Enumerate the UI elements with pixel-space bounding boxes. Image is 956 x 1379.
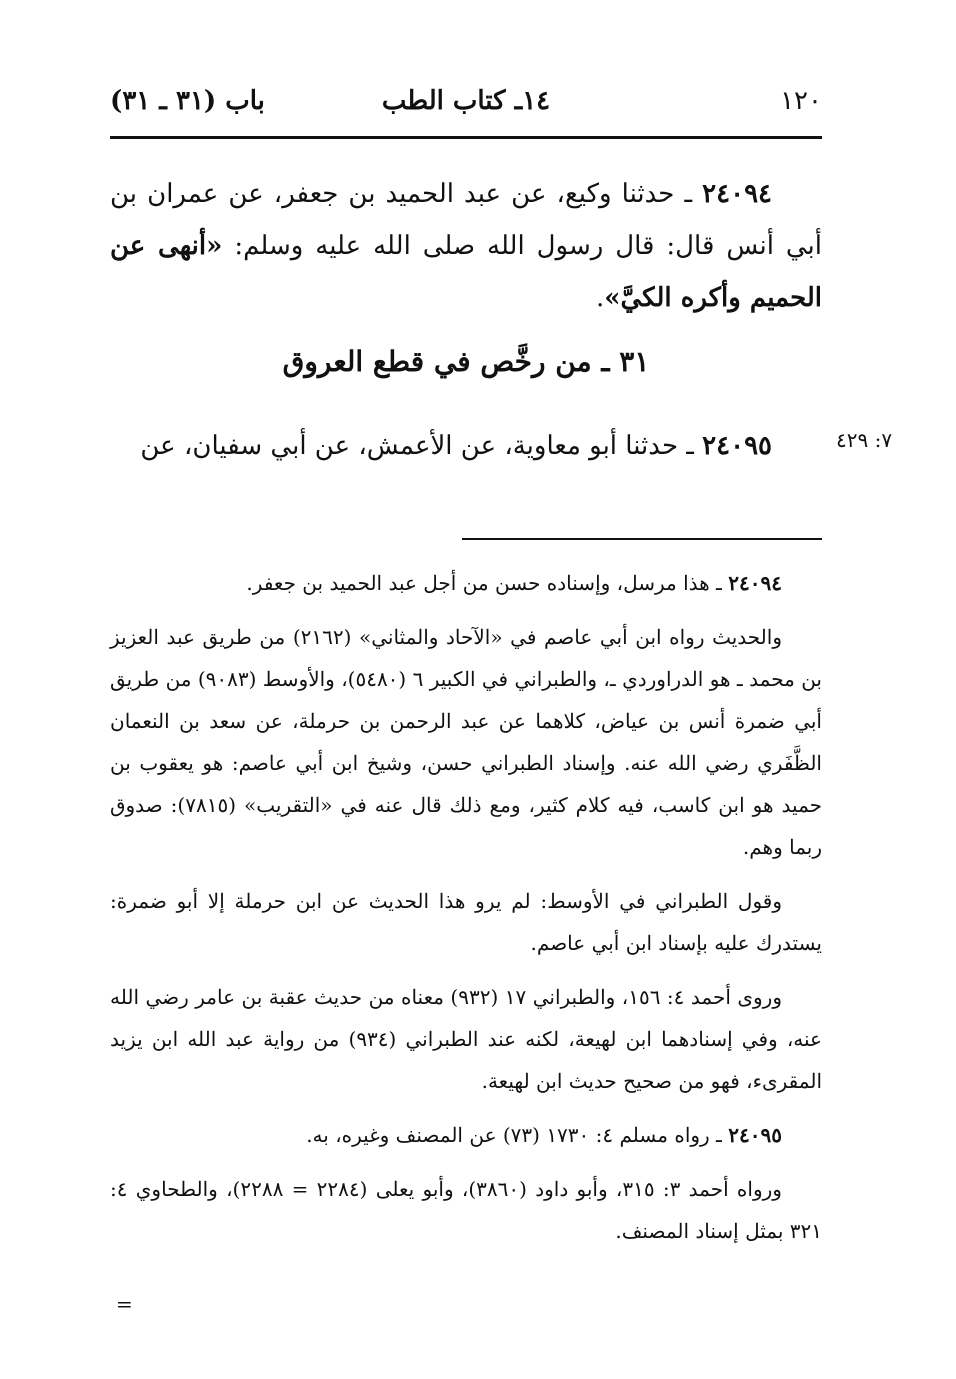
hadith-text: ـ حدثنا أبو معاوية، عن الأعمش، عن أبي سفيان، عن [140,431,703,461]
footnote-paragraph: ورواه أحمد ٣: ٣١٥، وأبو داود (٣٨٦٠)، وأبو يعلى (٢٢٨٤ = ٢٢٨٨)، والطحاوي ٤: ٣٢١ بمثل إسناد المصنف. [110,1177,822,1243]
footnote-text: ـ هذا مرسل، وإسناده حسن من أجل عبد الحميد بن جعفر. [246,571,729,595]
margin-reference-text: ٧: ٤٢٩ [836,428,893,452]
margin-reference [836,428,926,452]
hadith-number: ٢٤٠٩٤ [702,179,772,209]
footnotes [110,562,822,1264]
footnote-24094 [110,562,822,604]
page-number: ١٢٠ [780,86,822,116]
footnote-24095 [110,1114,822,1156]
footnote-text: ـ رواه مسلم ٤: ١٧٣٠ (٧٣) عن المصنف وغيره، به. [306,1123,729,1147]
footnote-paragraph: وقول الطبراني في الأوسط: لم يرو هذا الحديث عن ابن حرملة إلا أبو ضمرة: يستدرك عليه بإسناد ابن أبي عاصم. [110,889,822,955]
page-header [110,86,822,130]
hadith-quote: «أنهى عن الحميم وأكره الكيَّ» [110,231,822,313]
main-text [110,168,822,324]
footnote-separator [462,538,822,540]
hadith-text: ـ حدثنا وكيع، عن عبد الحميد بن جعفر، عن عمران بن أبي أنس قال: قال رسول الله صلى الله عليه وسلم: [110,179,822,261]
section-heading: ٣١ ـ من رخَّص في قطع العروق [282,345,650,378]
footnote-number: ٢٤٠٩٥ [728,1123,782,1147]
footnote-number: ٢٤٠٩٤ [728,571,782,595]
hadith-24094 [110,168,822,324]
header-rule [110,136,822,139]
hadith-24095 [110,420,822,472]
footnote-paragraph: والحديث رواه ابن أبي عاصم في «الآحاد والمثاني» (٢١٦٢) من طريق عبد العزيز بن محمد ـ هو الدراوردي ـ، والطبراني في الكبير ٦ (٥٤٨٠)، والأوسط (٩٠٨٣) من طريق أبي ضمرة أنس بن عياض، كلاهما عن عبد الرحمن بن حرملة، عن سعد بن النعمان الظَّفَري رضي الله عنه. وإسناد الطبراني حسن، وشيخ ابن أبي عاصم: هو يعقوب بن حميد هو ابن كاسب، فيه كلام كثير، ومع ذلك قال عنه في «التقريب» (٧٨١٥): صدوق ربما وهم. [110,625,822,859]
chapter-reference: باب (٣١ ـ ٣١) [110,86,265,116]
continuation-mark: = [116,1292,133,1316]
hadith-end: . [595,283,605,313]
footnote-paragraph: وروى أحمد ٤: ١٥٦، والطبراني ١٧ (٩٣٢) معناه من حديث عقبة بن عامر رضي الله عنه، وفي إسنادهما ابن لهيعة، لكنه عند الطبراني (٩٣٤) من رواية عبد الله ابن يزيد المقرىء، فهو من صحيح حديث ابن لهيعة. [110,985,822,1093]
hadith-number: ٢٤٠٩٥ [702,431,772,461]
book-title: ١٤ـ كتاب الطب [381,86,551,116]
